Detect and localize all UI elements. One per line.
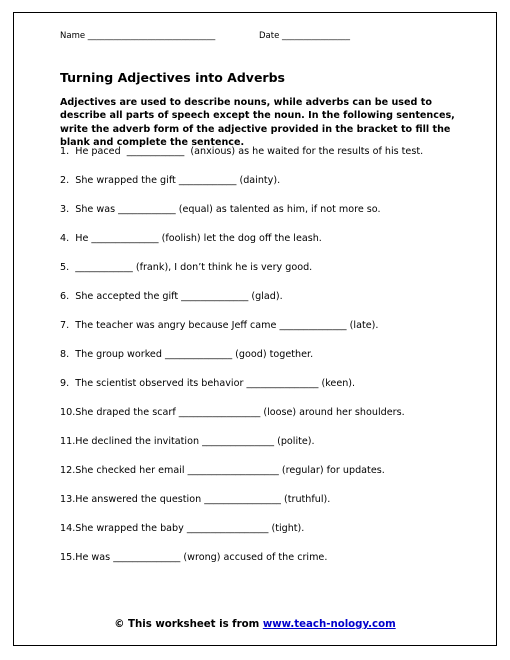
question-1: 1. He paced ____________ (anxious) as he waited for the results of his test. [60,146,424,157]
question-13: 13.He answered the question ________________ (truthful). [60,494,331,505]
name-field-label: Name ______________________________ [60,31,216,41]
question-3: 3. She was ____________ (equal) as talented as him, if not more so. [60,204,381,215]
question-9: 9. The scientist observed its behavior _______________ (keen). [60,378,356,389]
question-6: 6. She accepted the gift ______________ (glad). [60,291,283,302]
footer-link[interactable]: www.teach-nology.com [262,619,396,630]
question-14: 14.She wrapped the baby _________________ (tight). [60,523,305,534]
worksheet-title: Turning Adjectives into Adverbs [60,70,285,85]
question-8: 8. The group worked ______________ (good) together. [60,349,314,360]
footer-text: © This worksheet is from [114,619,263,630]
question-11: 11.He declined the invitation _______________ (polite). [60,436,315,447]
footer-credit [14,619,496,630]
question-4: 4. He ______________ (foolish) let the dog off the leash. [60,233,322,244]
question-12: 12.She checked her email ___________________ (regular) for updates. [60,465,385,476]
question-5: 5. ____________ (frank), I don’t think he is very good. [60,262,313,273]
question-7: 7. The teacher was angry because Jeff came ______________ (late). [60,320,379,331]
date-field-label: Date ________________ [259,31,351,41]
question-10: 10.She draped the scarf _________________ (loose) around her shoulders. [60,407,405,418]
question-2: 2. She wrapped the gift ____________ (dainty). [60,175,281,186]
worksheet-page [13,12,497,646]
instructions-paragraph: Adjectives are used to describe nouns, while adverbs can be used to describe all parts of speech except the noun. In the following sentences, write the adverb form of the adjective provided in the bracket to fill the blank and complete the sentence. [60,97,455,149]
question-15: 15.He was ______________ (wrong) accused of the crime. [60,552,328,563]
